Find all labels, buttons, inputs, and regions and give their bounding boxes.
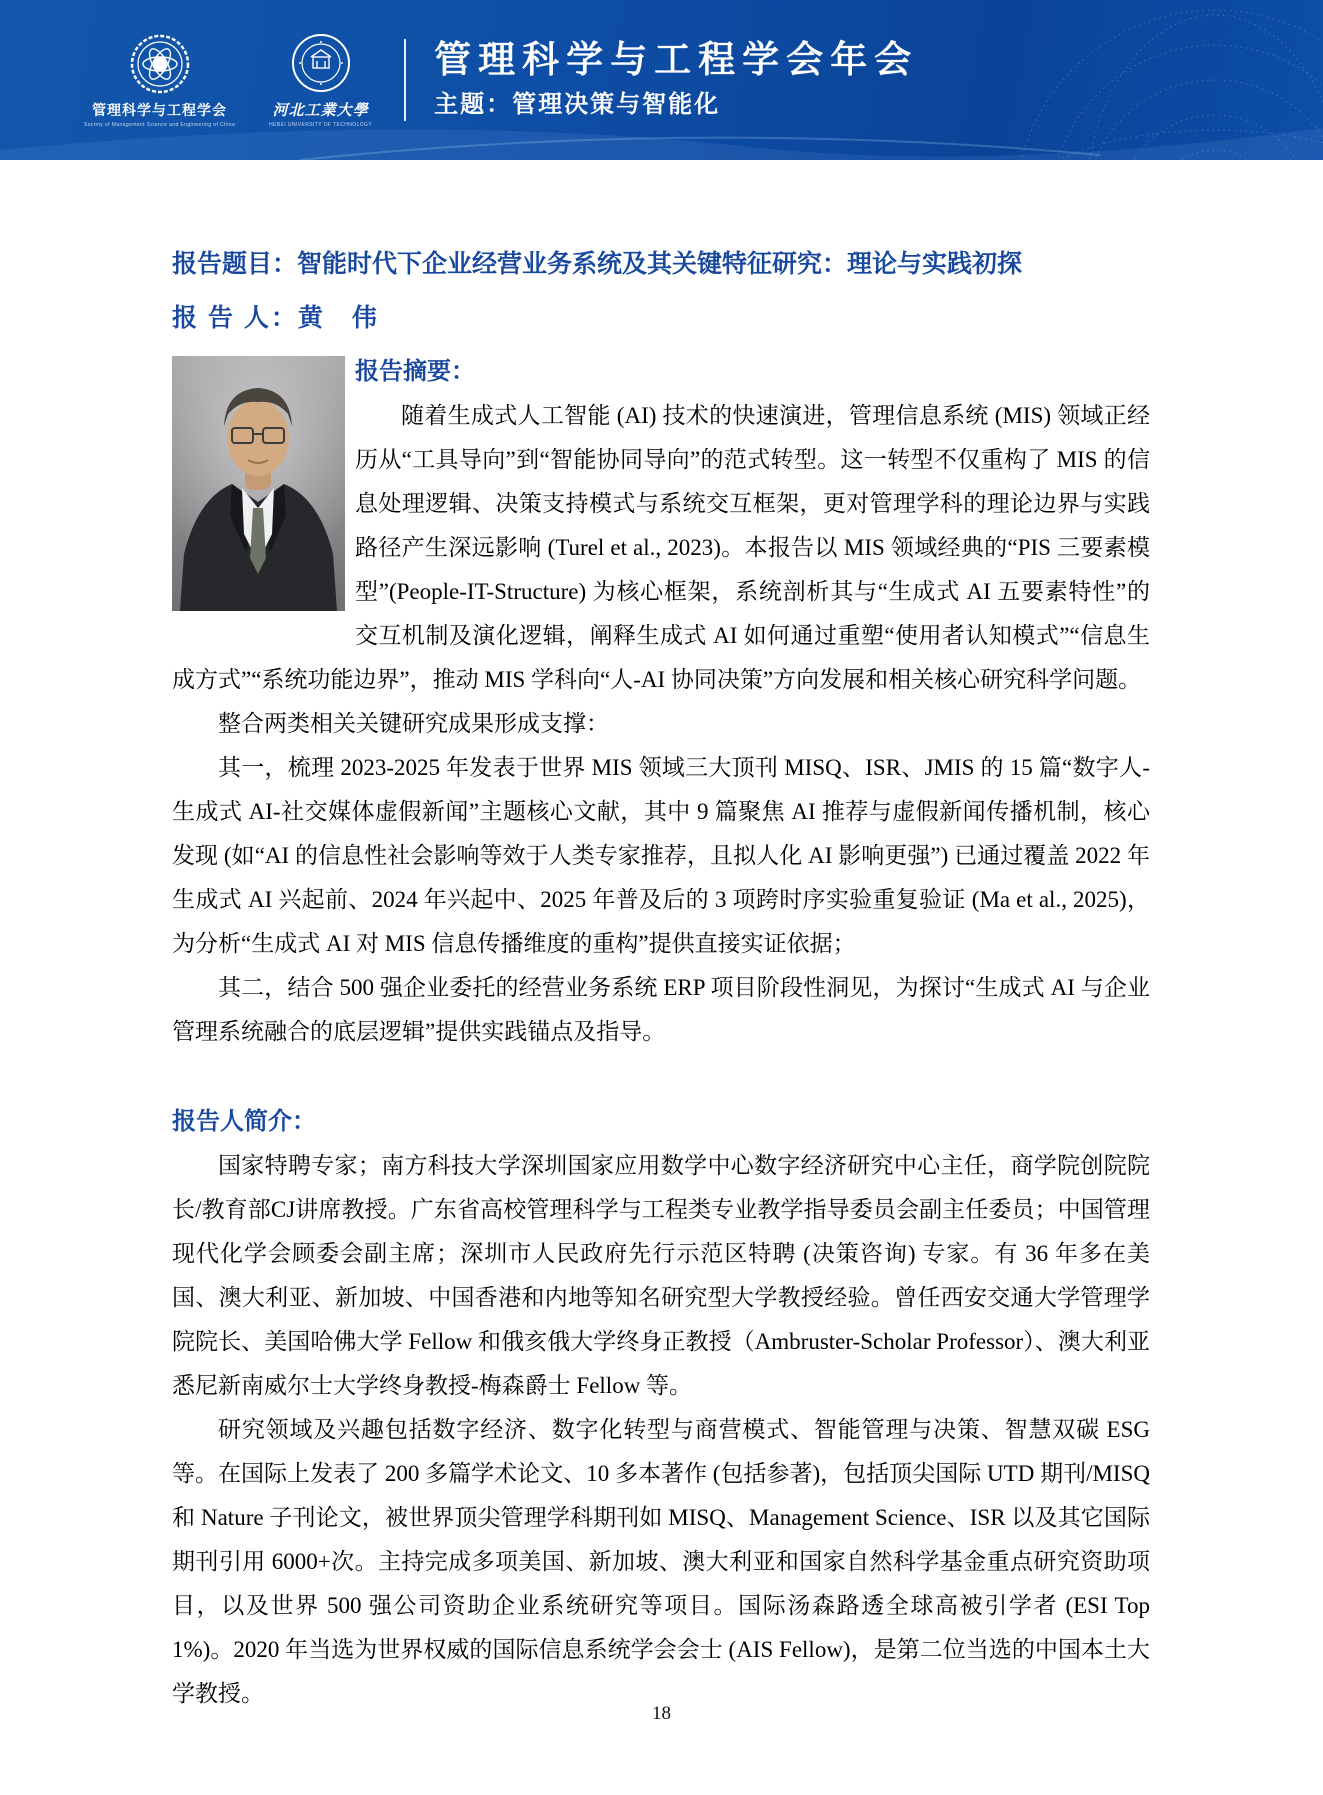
abstract-label: 报告摘要：	[355, 358, 475, 385]
abstract-paragraph: 随着生成式人工智能 (AI) 技术的快速演进，管理信息系统 (MIS) 领域正经历从“工具导向”到“智能协同导向”的范式转型。这一转型不仅重构了 MIS 的信息处理逻辑、决策支持模式与系统交互框架，更对管理学科的理论边界与实践路径产生深远影响 (Turel et al., 2023)。本报告以 MIS 领域经典的“PIS 三要素模型”(People-IT-Structure) 为核心框架，系统剖析其与“生成式 AI 五要素特性”的交互机制及演化逻辑，阐释生成式 AI 如何通过重塑“使用者认知模式”“信息生成方式”“系统功能边界”，推动 MIS 学科向“人-AI 协同决策”方向发展和相关核心研究科学问题。	[172, 403, 1150, 692]
report-section	[172, 248, 1150, 1716]
bio-label: 报告人简介：	[172, 1108, 316, 1135]
society-logo-name: 管理科学与工程学会	[92, 101, 228, 118]
conference-title: 管理科学与工程学会年会	[434, 39, 919, 80]
university-logo	[269, 32, 372, 128]
abstract-paragraph: 整合两类相关关键研究成果形成支撑：	[218, 711, 609, 736]
conference-theme: 主题：管理决策与智能化	[434, 91, 721, 118]
university-logo-name-en: HEBEI UNIVERSITY OF TECHNOLOGY	[269, 122, 373, 128]
bio-paragraph: 研究领域及兴趣包括数字经济、数字化转型与商营模式、智能管理与决策、智慧双碳 ESG 等。在国际上发表了 200 多篇学术论文、10 多本著作 (包括参著)，包括顶尖国际 UTD 期刊/MISQ 和 Nature 子刊论文，被世界顶尖管理学科期刊如 MISQ、Management Science、ISR 以及其它国际期刊引用 6000+次。主持完成多项美国、新加坡、澳大利亚和国家自然科学基金重点研究资助项目，以及世界 500 强公司资助企业系统研究等项目。国际汤森路透全球高被引学者 (ESI Top 1%)。2020 年当选为世界权威的国际信息系统学会会士 (AIS Fellow)，是第二位当选的中国本土大学教授。	[172, 1417, 1150, 1706]
society-logo-name-en: Society of Management Science and Engineering of China	[84, 121, 236, 128]
speaker-photo	[172, 356, 345, 611]
speaker-name: 报 告 人：黄 伟	[172, 304, 379, 332]
society-logo	[84, 33, 235, 128]
abstract-block	[172, 350, 1150, 1054]
abstract-paragraph: 其一，梳理 2023-2025 年发表于世界 MIS 领域三大顶刊 MISQ、ISR、JMIS 的 15 篇“数字人-生成式 AI-社交媒体虚假新闻”主题核心文献，其中 9 篇聚焦 AI 推荐与虚假新闻传播机制，核心发现 (如“AI 的信息性社会影响等效于人类专家推荐，且拟人化 AI 影响更强”) 已通过覆盖 2022 年生成式 AI 兴起前、2024 年兴起中、2025 年普及后的 3 项跨时序实验重复验证 (Ma et al., 2025)，为分析“生成式 AI 对 MIS 信息传播维度的重构”提供直接实证依据；	[172, 755, 1150, 956]
header-divider	[404, 39, 406, 121]
report-title: 报告题目：智能时代下企业经营业务系统及其关键特征研究：理论与实践初探	[172, 250, 1023, 278]
university-emblem-icon	[290, 32, 352, 94]
page-number: 18	[652, 1703, 671, 1724]
header-banner	[0, 0, 1323, 160]
society-emblem-icon	[129, 33, 191, 95]
header-logos	[84, 32, 372, 128]
university-logo-name: 河北工業大學	[272, 103, 369, 119]
abstract-paragraph: 其二，结合 500 强企业委托的经营业务系统 ERP 项目阶段性洞见，为探讨“生成式 AI 与企业管理系统融合的底层逻辑”提供实践锚点及指导。	[172, 975, 1150, 1044]
bio-paragraph: 国家特聘专家；南方科技大学深圳国家应用数学中心数字经济研究中心主任，商学院创院院长/教育部CJ讲席教授。广东省高校管理科学与工程类专业教学指导委员会副主任委员；中国管理现代化学会顾委会副主席；深圳市人民政府先行示范区特聘 (决策咨询) 专家。有 36 年多在美国、澳大利亚、新加坡、中国香港和内地等知名研究型大学教授经验。曾任西安交通大学管理学院院长、美国哈佛大学 Fellow 和俄亥俄大学终身正教授（Ambruster-Scholar Professor）、澳大利亚悉尼新南威尔士大学终身教授-梅森爵士 Fellow 等。	[172, 1153, 1150, 1398]
